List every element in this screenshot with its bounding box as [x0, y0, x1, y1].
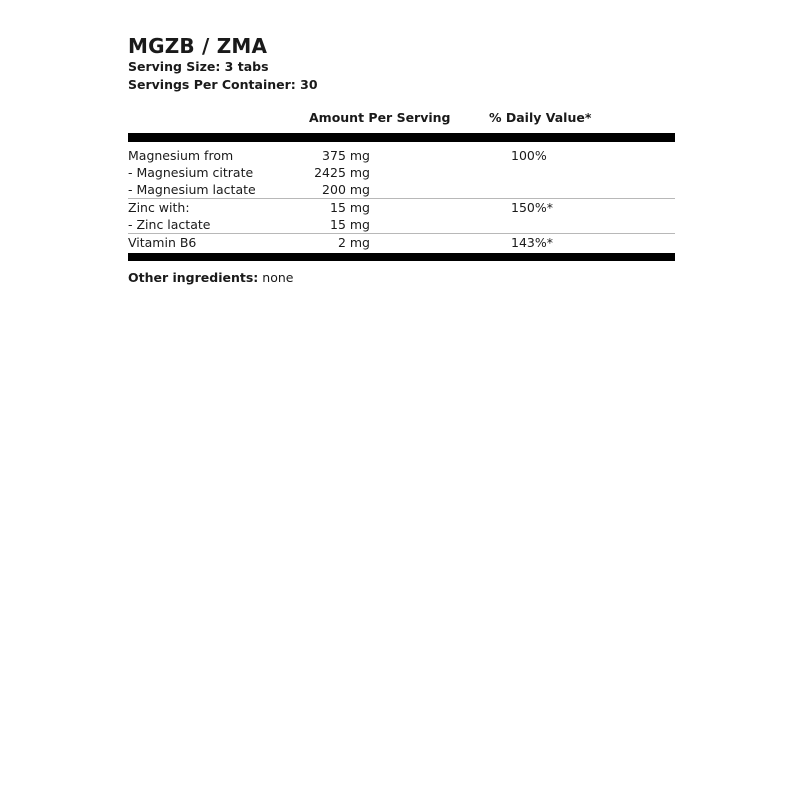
other-ingredients — [128, 269, 675, 286]
bottom-divider-bar — [128, 253, 675, 261]
table-row — [128, 181, 675, 199]
other-ingredients-value: none — [262, 270, 294, 285]
table-row — [128, 147, 675, 164]
nutrient-amount: 15 mg — [330, 217, 370, 232]
product-title: MGZB / ZMA — [128, 34, 268, 58]
nutrient-amount: 200 mg — [322, 182, 370, 197]
nutrient-amount: 2 mg — [337, 235, 370, 250]
nutrient-amount: 375 mg — [322, 148, 370, 163]
nutrient-name: - Zinc lactate — [128, 217, 211, 232]
nutrient-name: Magnesium from — [128, 148, 234, 163]
nutrient-name: Vitamin B6 — [128, 235, 197, 250]
table-row — [128, 234, 675, 251]
top-divider-bar — [128, 133, 675, 142]
header-daily-value: % Daily Value* — [489, 110, 592, 125]
serving-size: Serving Size: 3 tabs — [128, 59, 269, 74]
nutrient-amount: 2425 mg — [314, 165, 370, 180]
other-ingredients-label: Other ingredients: — [128, 270, 259, 285]
nutrient-daily-value: 143%* — [511, 235, 553, 250]
table-header — [128, 110, 675, 128]
header-amount-per-serving: Amount Per Serving — [309, 110, 451, 125]
nutrient-daily-value: 150%* — [511, 200, 553, 215]
supplement-facts-panel — [128, 34, 675, 286]
nutrient-amount: 15 mg — [330, 200, 370, 215]
nutrient-table — [128, 147, 675, 251]
servings-per-container: Servings Per Container: 30 — [128, 77, 318, 92]
table-row — [128, 199, 675, 216]
table-row — [128, 216, 675, 234]
nutrient-name: Zinc with: — [128, 200, 190, 215]
nutrient-daily-value: 100% — [511, 148, 547, 163]
nutrient-name: - Magnesium lactate — [128, 182, 256, 197]
nutrient-name: - Magnesium citrate — [128, 165, 254, 180]
table-row — [128, 164, 675, 181]
